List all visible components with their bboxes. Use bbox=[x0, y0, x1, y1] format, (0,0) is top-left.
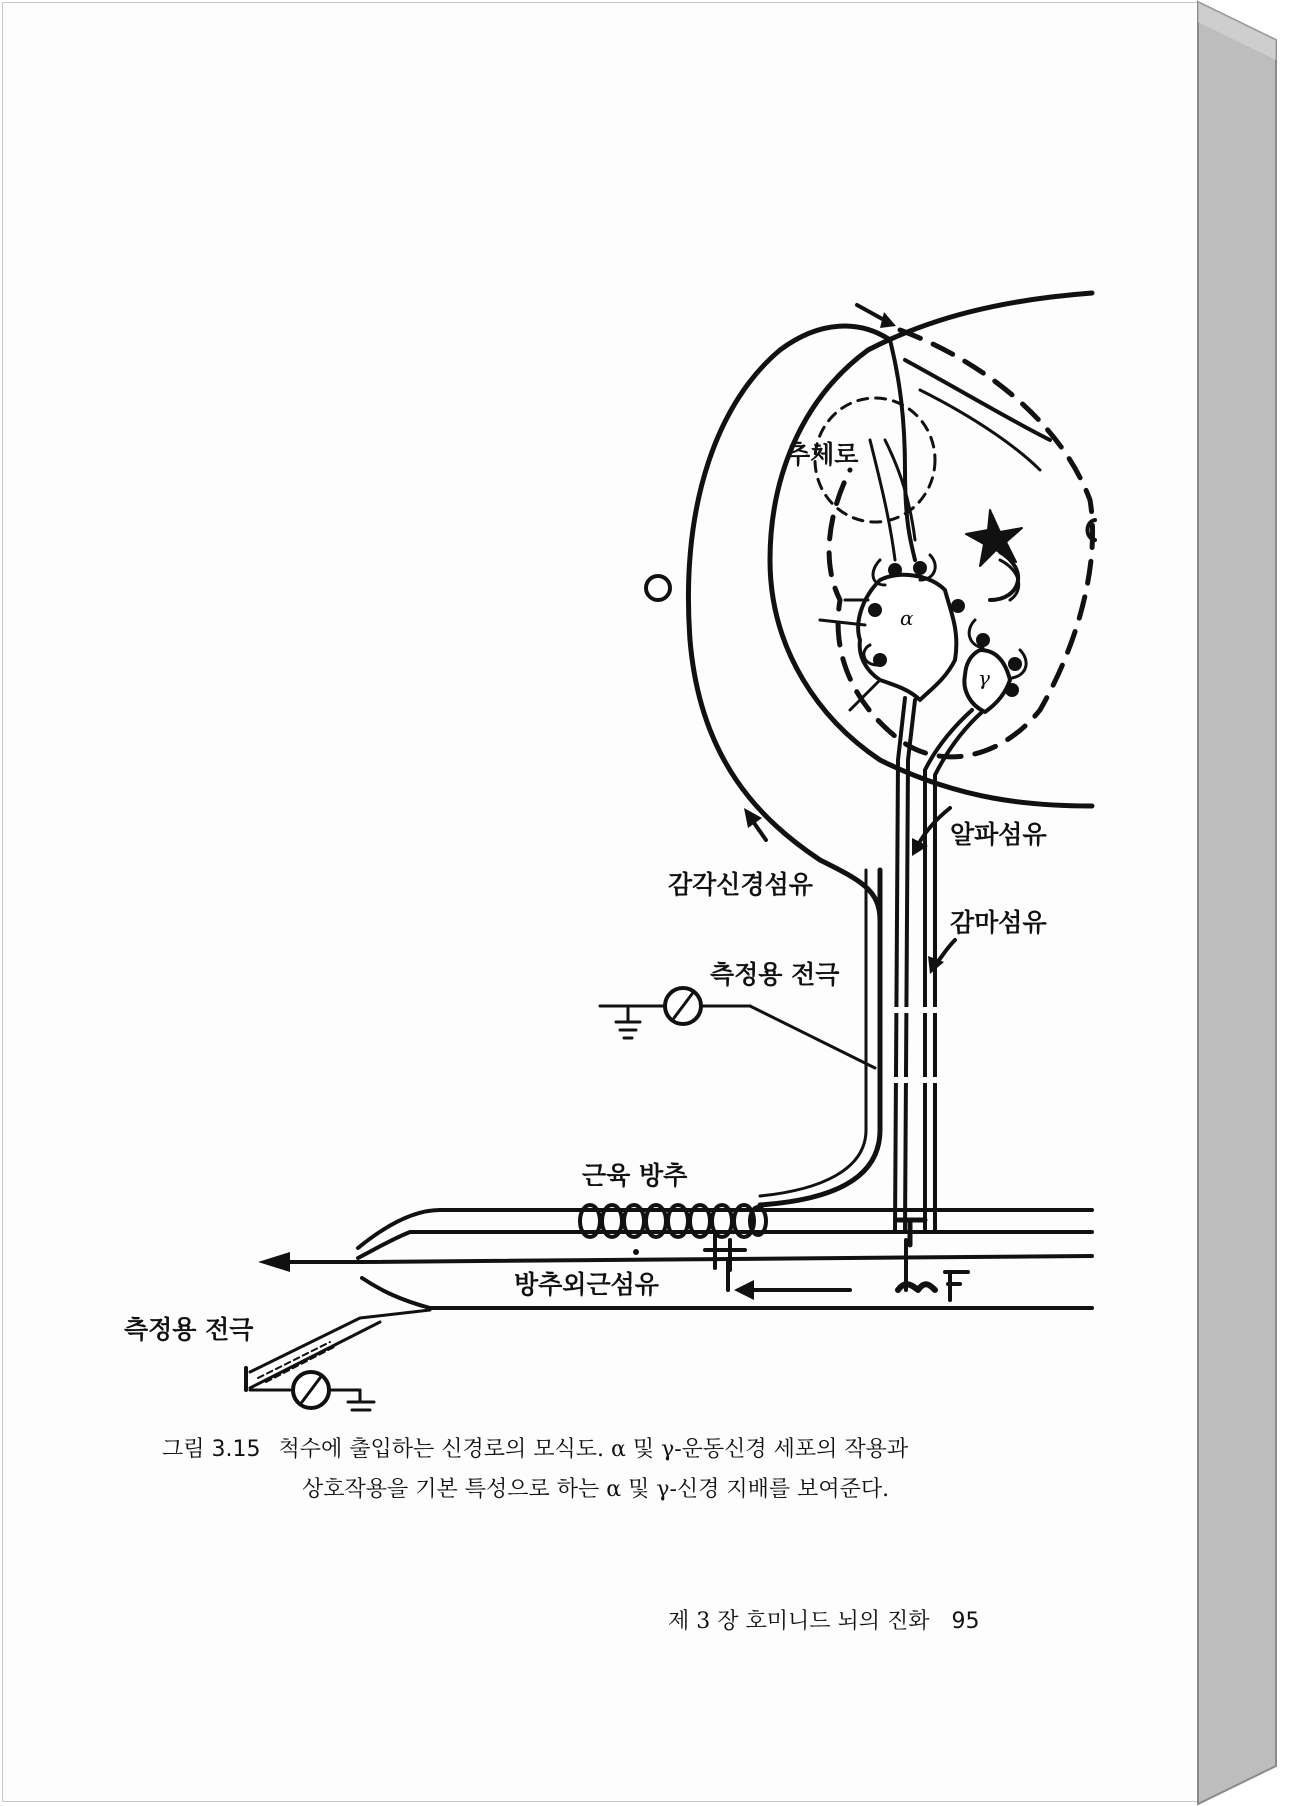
synapse-knob bbox=[1008, 657, 1022, 671]
label-gamma-symbol: γ bbox=[978, 666, 990, 690]
label-recording-electrode-lower: 측정용 전극 bbox=[124, 1315, 254, 1344]
spindle-dot bbox=[633, 1249, 639, 1255]
caption-line-2-block bbox=[302, 1477, 889, 1503]
synapse-knob bbox=[913, 561, 927, 575]
alpha-axon-right bbox=[905, 700, 915, 1230]
label-recording-electrode-upper: 측정용 전극 bbox=[710, 960, 840, 989]
alpha-axon-left bbox=[895, 698, 905, 1230]
motor-endplate-gamma-1 bbox=[898, 1284, 935, 1290]
dorsal-root-ganglion bbox=[646, 576, 670, 600]
label-extrafusal-fiber: 방추외근섬유 bbox=[514, 1270, 659, 1299]
synapse-knob bbox=[951, 599, 965, 613]
muscle-fiber-top bbox=[358, 1210, 1092, 1248]
label-alpha-symbol: α bbox=[900, 606, 914, 630]
tendon-arrowhead bbox=[258, 1252, 290, 1272]
page-number: 95 bbox=[951, 1609, 980, 1634]
motor-endplate-post bbox=[945, 1272, 968, 1300]
footer-chapter: 제 3 장 호미니드 뇌의 진화 bbox=[668, 1609, 930, 1634]
caption-line-1: 척수에 출입하는 신경로의 모식도. α 및 γ-운동신경 세포의 작용과 bbox=[278, 1437, 909, 1462]
label-gamma-fiber: 감마섬유 bbox=[950, 908, 1047, 937]
synapse-knob bbox=[868, 603, 882, 617]
label-muscle-spindle: 근육 방추 bbox=[582, 1161, 688, 1190]
caption-line-2: 상호작용을 기본 특성으로 하는 α 및 γ-신경 지배를 보여준다. bbox=[302, 1477, 890, 1502]
interneuron-star bbox=[966, 510, 1022, 566]
pyramidal-tract-line-2 bbox=[870, 440, 895, 560]
sensory-fiber-descending bbox=[760, 870, 880, 1205]
label-sensory-fiber: 감각신경섬유 bbox=[668, 870, 813, 899]
sensory-descending-branch bbox=[890, 340, 915, 560]
top-arrowhead bbox=[880, 312, 896, 328]
label-pyramidal-tract: 추체로 bbox=[786, 440, 859, 469]
muscle-fiber-3 bbox=[360, 1256, 1092, 1262]
synapse-knob bbox=[888, 563, 902, 577]
extrafusal-arrowhead bbox=[734, 1280, 754, 1300]
alpha-motor-neuron bbox=[858, 575, 956, 700]
upper-electrode-wire bbox=[750, 1006, 875, 1068]
figure-number: 그림 3.15 bbox=[162, 1437, 261, 1462]
figure-caption bbox=[162, 1437, 908, 1463]
page-footer bbox=[668, 1604, 979, 1635]
spinal-cord-outline bbox=[770, 293, 1092, 806]
label-alpha-fiber: 알파섬유 bbox=[950, 820, 1047, 849]
synapse-knob bbox=[1005, 683, 1019, 697]
sensory-fiber-descending-inner bbox=[760, 870, 866, 1196]
